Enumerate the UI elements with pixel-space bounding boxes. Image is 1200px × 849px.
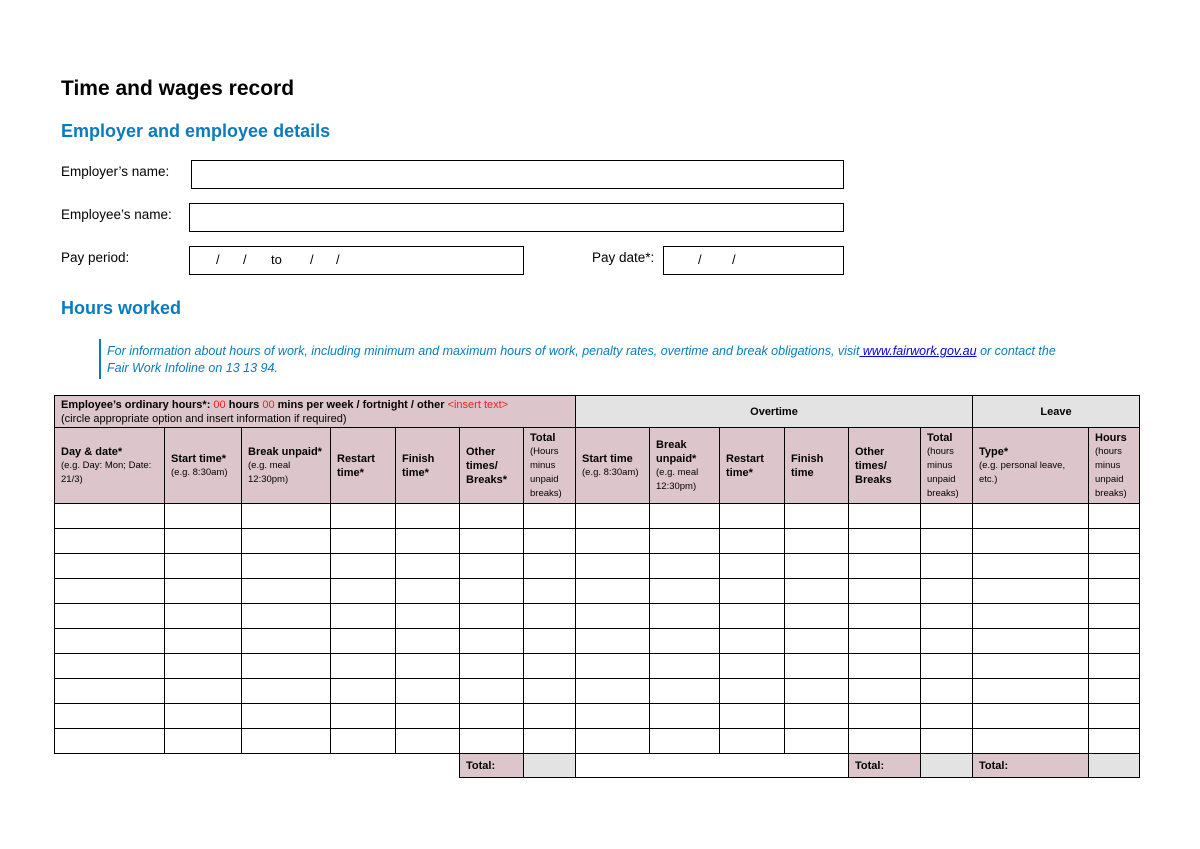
table-cell[interactable] — [973, 604, 1089, 629]
table-cell[interactable] — [1089, 529, 1140, 554]
table-cell[interactable] — [650, 504, 720, 529]
col-ot-start-time: Start time (e.g. 8:30am) — [576, 428, 650, 504]
table-cell[interactable] — [1089, 629, 1140, 654]
col-total: Total (Hours minus unpaid breaks) — [524, 428, 576, 504]
table-cell[interactable] — [55, 504, 165, 529]
table-cell[interactable] — [165, 579, 242, 604]
table-cell[interactable] — [55, 704, 165, 729]
spacer-cell — [331, 754, 396, 778]
table-cell[interactable] — [165, 654, 242, 679]
table-cell[interactable] — [785, 654, 849, 679]
mins-period-text: mins per week / fortnight / other — [274, 398, 448, 411]
table-cell[interactable] — [396, 654, 460, 679]
table-cell[interactable] — [576, 504, 650, 529]
table-cell[interactable] — [396, 629, 460, 654]
table-cell[interactable] — [396, 554, 460, 579]
leave-total-value[interactable] — [1089, 754, 1140, 778]
table-cell[interactable] — [973, 654, 1089, 679]
table-cell[interactable] — [524, 704, 576, 729]
table-cell[interactable] — [1089, 554, 1140, 579]
table-cell[interactable] — [331, 729, 396, 754]
employee-name-label: Employee’s name: — [61, 207, 172, 222]
overtime-total-spacer — [576, 754, 849, 778]
table-cell[interactable] — [331, 679, 396, 704]
table-cell[interactable] — [720, 554, 785, 579]
table-cell[interactable] — [242, 554, 331, 579]
table-cell[interactable] — [720, 679, 785, 704]
table-cell[interactable] — [921, 554, 973, 579]
table-cell[interactable] — [524, 629, 576, 654]
overtime-total-label: Total: — [849, 754, 921, 778]
table-cell[interactable] — [785, 629, 849, 654]
table-cell[interactable] — [460, 554, 524, 579]
table-cell[interactable] — [576, 529, 650, 554]
table-cell[interactable] — [1089, 729, 1140, 754]
table-cell[interactable] — [720, 504, 785, 529]
table-cell[interactable] — [849, 629, 921, 654]
table-cell[interactable] — [460, 504, 524, 529]
table-cell[interactable] — [331, 579, 396, 604]
hours-table — [54, 395, 1140, 778]
pay-period-label: Pay period: — [61, 250, 130, 265]
pay-date-label: Pay date*: — [592, 250, 655, 265]
section-heading-details: Employer and employee details — [61, 121, 331, 141]
table-cell[interactable] — [331, 504, 396, 529]
table-cell[interactable] — [242, 579, 331, 604]
table-cell[interactable] — [55, 654, 165, 679]
table-cell[interactable] — [576, 554, 650, 579]
col-finish-time: Finish time* — [396, 428, 460, 504]
table-cell[interactable] — [1089, 679, 1140, 704]
table-row — [55, 679, 1140, 704]
table-cell[interactable] — [576, 604, 650, 629]
table-cell[interactable] — [785, 679, 849, 704]
document-title: Time and wages record — [61, 77, 295, 100]
table-cell[interactable] — [165, 679, 242, 704]
ordinary-hours-cell — [55, 396, 576, 428]
table-cell[interactable] — [460, 679, 524, 704]
pay-period-slash: / — [243, 252, 247, 267]
table-cell[interactable] — [524, 604, 576, 629]
table-cell[interactable] — [785, 504, 849, 529]
table-row — [55, 704, 1140, 729]
table-cell[interactable] — [242, 729, 331, 754]
table-cell[interactable] — [973, 704, 1089, 729]
pay-date-slash: / — [698, 252, 702, 267]
overtime-header: Overtime — [576, 396, 973, 428]
info-note-text: For information about hours of work, including minimum and maximum hours of work, penalty rates, overtime and break obligations, visit — [107, 344, 860, 358]
table-cell[interactable] — [973, 504, 1089, 529]
table-cell[interactable] — [165, 504, 242, 529]
table-cell[interactable] — [165, 529, 242, 554]
table-cell[interactable] — [720, 579, 785, 604]
table-cell[interactable] — [921, 729, 973, 754]
table-cell[interactable] — [331, 604, 396, 629]
table-cell[interactable] — [921, 504, 973, 529]
table-cell[interactable] — [396, 504, 460, 529]
table-cell[interactable] — [785, 579, 849, 604]
insert-text-placeholder[interactable]: <insert text> — [447, 398, 509, 411]
col-ot-restart-time: Restart time* — [720, 428, 785, 504]
table-cell[interactable] — [849, 654, 921, 679]
pay-period-to: to — [271, 252, 282, 267]
col-start-time: Start time* (e.g. 8:30am) — [165, 428, 242, 504]
spacer-cell — [242, 754, 331, 778]
table-cell[interactable] — [55, 629, 165, 654]
table-cell[interactable] — [396, 729, 460, 754]
table-cell[interactable] — [331, 654, 396, 679]
leave-header: Leave — [973, 396, 1140, 428]
table-row — [55, 529, 1140, 554]
pay-date-slash: / — [732, 252, 736, 267]
table-cell[interactable] — [849, 504, 921, 529]
table-row — [55, 554, 1140, 579]
table-cell[interactable] — [242, 504, 331, 529]
table-cell[interactable] — [973, 729, 1089, 754]
info-note-tail: or contact the — [976, 344, 1056, 358]
table-cell[interactable] — [524, 654, 576, 679]
table-cell[interactable] — [165, 604, 242, 629]
pay-period-slash: / — [310, 252, 314, 267]
table-cell[interactable] — [785, 704, 849, 729]
table-cell[interactable] — [720, 729, 785, 754]
table-cell[interactable] — [921, 579, 973, 604]
table-cell[interactable] — [242, 629, 331, 654]
pay-period-slash: / — [336, 252, 340, 267]
table-cell[interactable] — [1089, 604, 1140, 629]
table-cell[interactable] — [460, 654, 524, 679]
table-cell[interactable] — [785, 729, 849, 754]
table-cell[interactable] — [55, 529, 165, 554]
table-cell[interactable] — [396, 579, 460, 604]
table-cell[interactable] — [396, 604, 460, 629]
table-cell[interactable] — [650, 654, 720, 679]
table-cell[interactable] — [973, 679, 1089, 704]
ordinary-hours-instructions: (circle appropriate option and insert information if required) — [61, 412, 347, 425]
table-cell[interactable] — [55, 554, 165, 579]
table-cell[interactable] — [921, 629, 973, 654]
leave-total-label: Total: — [973, 754, 1089, 778]
table-cell[interactable] — [576, 579, 650, 604]
ordinary-hours-label: Employee’s ordinary hours*: — [61, 398, 214, 411]
table-cell[interactable] — [524, 679, 576, 704]
pay-period-slash: / — [216, 252, 220, 267]
table-cell[interactable] — [524, 504, 576, 529]
table-cell[interactable] — [650, 729, 720, 754]
table-cell[interactable] — [242, 679, 331, 704]
table-cell[interactable] — [921, 679, 973, 704]
table-cell[interactable] — [460, 529, 524, 554]
table-cell[interactable] — [973, 579, 1089, 604]
employer-name-label: Employer’s name: — [61, 164, 170, 179]
table-row — [55, 604, 1140, 629]
table-row — [55, 729, 1140, 754]
table-cell[interactable] — [242, 529, 331, 554]
table-cell[interactable] — [650, 629, 720, 654]
col-other-breaks: Other times/ Breaks* — [460, 428, 524, 504]
table-cell[interactable] — [331, 554, 396, 579]
table-cell[interactable] — [650, 554, 720, 579]
col-leave-hours: Hours (hours minus unpaid breaks) — [1089, 428, 1140, 504]
col-ot-other-breaks: Other times/ Breaks — [849, 428, 921, 504]
table-cell[interactable] — [460, 704, 524, 729]
table-row — [55, 504, 1140, 529]
table-cell[interactable] — [849, 704, 921, 729]
pay-date-field[interactable] — [663, 246, 844, 275]
table-cell[interactable] — [973, 629, 1089, 654]
info-note-bar — [99, 339, 101, 379]
table-cell[interactable] — [576, 679, 650, 704]
table-cell[interactable] — [524, 729, 576, 754]
section-heading-hours: Hours worked — [61, 298, 182, 318]
table-cell[interactable] — [650, 529, 720, 554]
table-cell[interactable] — [55, 579, 165, 604]
table-cell[interactable] — [921, 654, 973, 679]
table-cell[interactable] — [331, 704, 396, 729]
table-cell[interactable] — [460, 629, 524, 654]
table-cell[interactable] — [396, 679, 460, 704]
table-row — [55, 579, 1140, 604]
table-cell[interactable] — [849, 679, 921, 704]
table-cell[interactable] — [650, 579, 720, 604]
employer-name-field[interactable] — [191, 160, 844, 189]
table-cell[interactable] — [1089, 579, 1140, 604]
table-cell[interactable] — [1089, 654, 1140, 679]
table-row — [55, 654, 1140, 679]
table-cell[interactable] — [55, 604, 165, 629]
table-row — [55, 629, 1140, 654]
col-break-unpaid: Break unpaid* (e.g. meal 12:30pm) — [242, 428, 331, 504]
table-cell[interactable] — [650, 679, 720, 704]
table-cell[interactable] — [785, 529, 849, 554]
table-cell[interactable] — [973, 554, 1089, 579]
spacer-cell — [55, 754, 165, 778]
col-ot-finish-time: Finish time — [785, 428, 849, 504]
table-cell[interactable] — [849, 554, 921, 579]
table-cell[interactable] — [460, 729, 524, 754]
table-cell[interactable] — [524, 579, 576, 604]
table-cell[interactable] — [165, 704, 242, 729]
spacer-cell — [165, 754, 242, 778]
table-cell[interactable] — [165, 629, 242, 654]
table-cell[interactable] — [1089, 704, 1140, 729]
table-cell[interactable] — [1089, 504, 1140, 529]
table-cell[interactable] — [396, 529, 460, 554]
table-cell[interactable] — [650, 704, 720, 729]
table-cell[interactable] — [165, 729, 242, 754]
pay-period-field[interactable] — [189, 246, 524, 275]
table-cell[interactable] — [921, 704, 973, 729]
table-cell[interactable] — [849, 579, 921, 604]
col-restart-time: Restart time* — [331, 428, 396, 504]
employee-name-field[interactable] — [189, 203, 844, 232]
ordinary-total-value[interactable] — [524, 754, 576, 778]
table-cell[interactable] — [242, 604, 331, 629]
table-cell[interactable] — [921, 604, 973, 629]
table-cell[interactable] — [720, 629, 785, 654]
table-cell[interactable] — [165, 554, 242, 579]
table-cell[interactable] — [460, 604, 524, 629]
table-cell[interactable] — [973, 529, 1089, 554]
col-ot-break-unpaid: Break unpaid* (e.g. meal 12:30pm) — [650, 428, 720, 504]
table-cell[interactable] — [849, 729, 921, 754]
spacer-cell — [396, 754, 460, 778]
ordinary-hours-value[interactable]: 00 — [213, 398, 226, 411]
table-cell[interactable] — [396, 704, 460, 729]
table-cell[interactable] — [242, 654, 331, 679]
col-day-date: Day & date* (e.g. Day: Mon; Date: 21/3) — [55, 428, 165, 504]
table-cell[interactable] — [331, 629, 396, 654]
table-cell[interactable] — [785, 554, 849, 579]
table-cell[interactable] — [460, 579, 524, 604]
table-cell[interactable] — [720, 654, 785, 679]
table-cell[interactable] — [524, 529, 576, 554]
table-cell[interactable] — [720, 604, 785, 629]
table-cell[interactable] — [785, 604, 849, 629]
table-cell[interactable] — [720, 704, 785, 729]
table-cell[interactable] — [849, 529, 921, 554]
table-cell[interactable] — [331, 529, 396, 554]
col-ot-total: Total (hours minus unpaid breaks) — [921, 428, 973, 504]
table-cell[interactable] — [576, 629, 650, 654]
table-cell[interactable] — [650, 604, 720, 629]
table-cell[interactable] — [576, 704, 650, 729]
table-cell[interactable] — [921, 529, 973, 554]
table-cell[interactable] — [55, 729, 165, 754]
table-cell[interactable] — [576, 654, 650, 679]
table-cell[interactable] — [55, 679, 165, 704]
info-note — [107, 343, 1107, 377]
ordinary-total-label: Total: — [460, 754, 524, 778]
table-cell[interactable] — [576, 729, 650, 754]
table-cell[interactable] — [720, 529, 785, 554]
ordinary-mins-value[interactable]: 00 — [262, 398, 275, 411]
col-leave-type: Type* (e.g. personal leave, etc.) — [973, 428, 1089, 504]
hours-word: hours — [225, 398, 263, 411]
table-cell[interactable] — [849, 604, 921, 629]
table-cell[interactable] — [524, 554, 576, 579]
overtime-total-value[interactable] — [921, 754, 973, 778]
info-note-line2: Fair Work Infoline on 13 13 94. — [107, 361, 278, 375]
table-cell[interactable] — [242, 704, 331, 729]
fairwork-link[interactable]: www.fairwork.gov.au — [859, 344, 977, 358]
